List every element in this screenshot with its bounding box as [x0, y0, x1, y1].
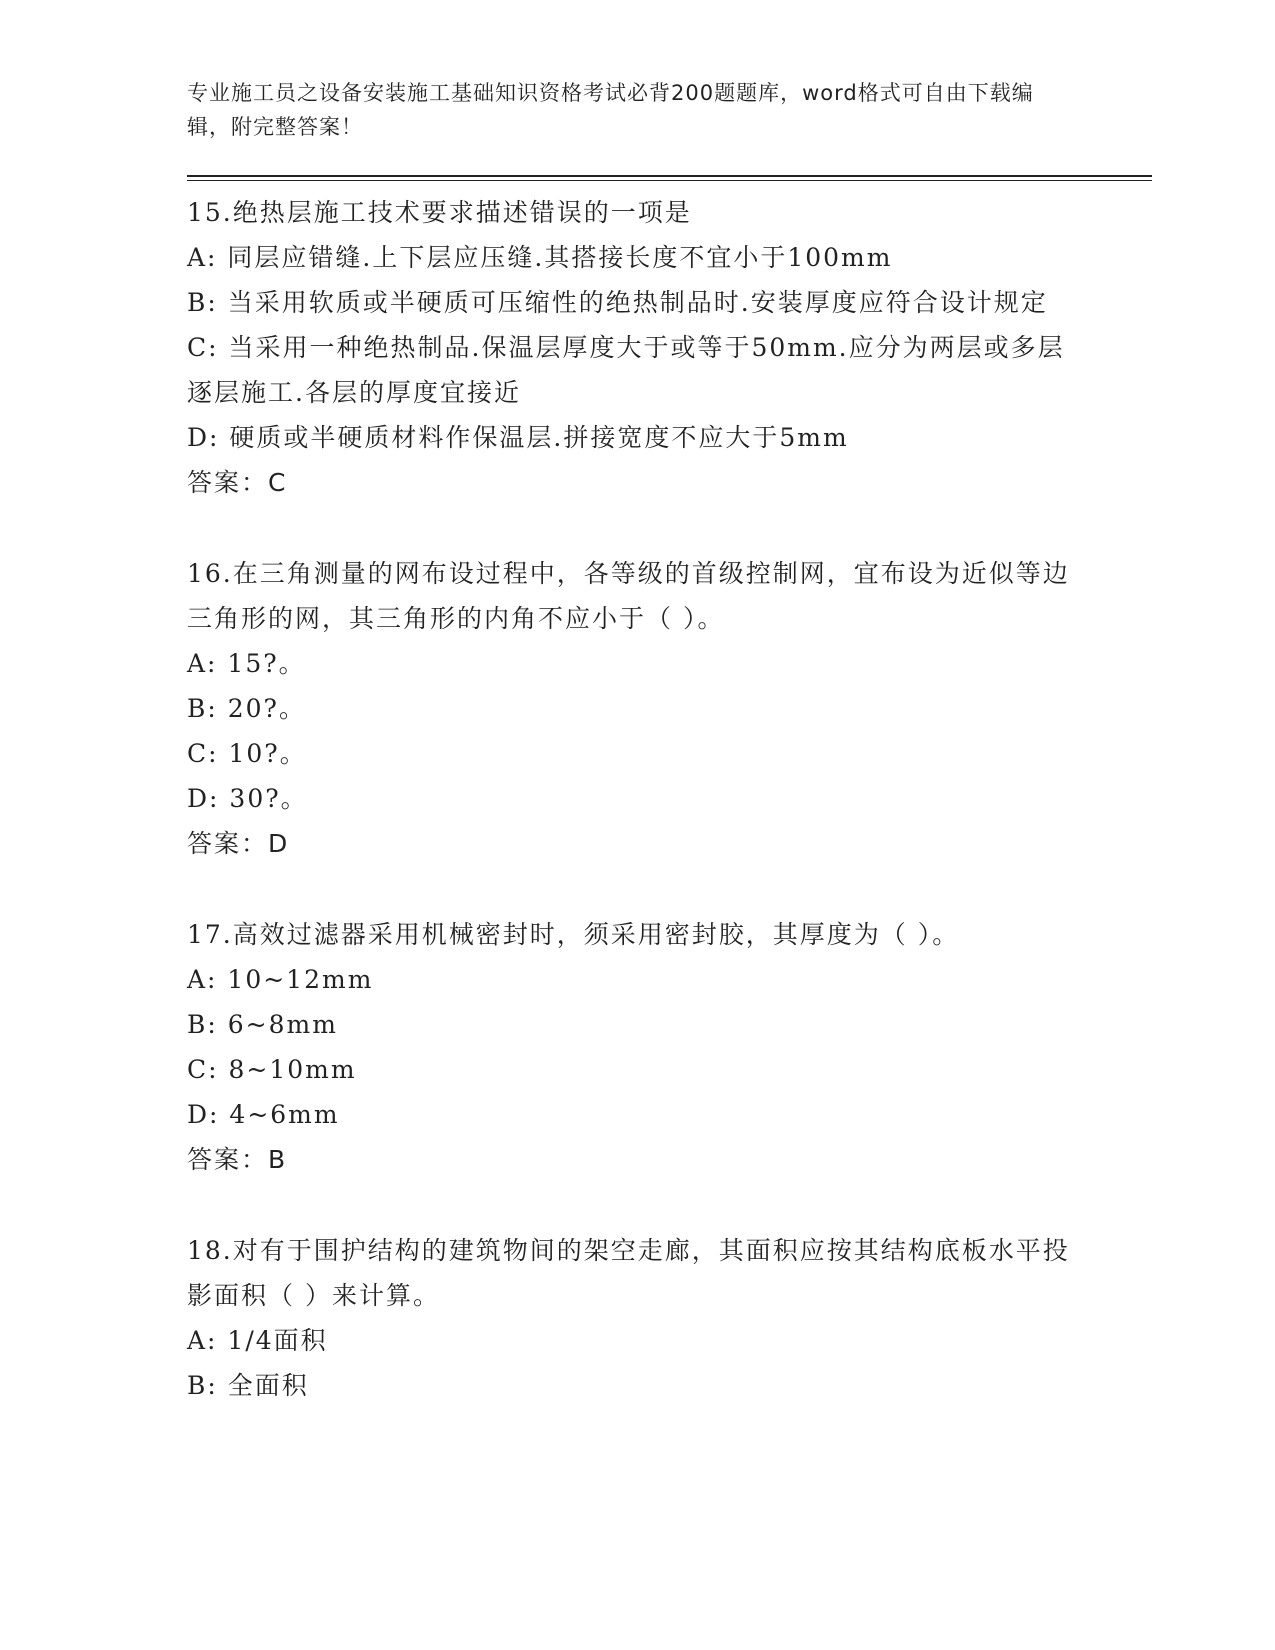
option-c: C: 当采用一种绝热制品.保温层厚度大于或等于50mm.应分为两层或多层逐层施工.各层的厚度宜接近 — [187, 333, 1065, 407]
answer: 答案：B — [187, 1145, 288, 1174]
question-stem: 18.对有于围护结构的建筑物间的架空走廊，其面积应按其结构底板水平投影面积（ ）来计算。 — [187, 1236, 1070, 1310]
option-b: B: 6~8mm — [187, 1010, 338, 1039]
document-header: 专业施工员之设备安装施工基础知识资格考试必背200题题库，word格式可自由下载编辑，附完整答案！ — [187, 81, 1034, 139]
answer: 答案：D — [187, 829, 290, 858]
question-18 — [187, 1228, 1087, 1408]
option-b: B: 当采用软质或半硬质可压缩性的绝热制品时.安装厚度应符合设计规定 — [187, 288, 1048, 317]
question-stem: 16.在三角测量的网布设过程中，各等级的首级控制网，宜布设为近似等边三角形的网，其三角形的内角不应小于（ ）。 — [187, 559, 1070, 633]
question-stem: 15.绝热层施工技术要求描述错误的一项是 — [187, 198, 692, 227]
option-d: D: 4~6mm — [187, 1100, 340, 1129]
option-d: D: 硬质或半硬质材料作保温层.拼接宽度不应大于5mm — [187, 423, 849, 452]
question-stem: 17.高效过滤器采用机械密封时，须采用密封胶，其厚度为（ ）。 — [187, 920, 960, 949]
header-divider — [187, 175, 1152, 177]
option-a: A: 同层应错缝.上下层应压缝.其搭接长度不宜小于100mm — [187, 243, 893, 272]
option-b: B: 20?。 — [187, 694, 306, 723]
answer: 答案：C — [187, 468, 288, 497]
option-d: D: 30?。 — [187, 784, 308, 813]
option-c: C: 10?。 — [187, 739, 307, 768]
header-divider-thin — [187, 180, 1152, 181]
question-15 — [187, 190, 1087, 505]
option-a: A: 15?。 — [187, 649, 306, 678]
option-c: C: 8~10mm — [187, 1055, 357, 1084]
option-a: A: 10~12mm — [187, 965, 374, 994]
option-a: A: 1/4面积 — [187, 1326, 328, 1355]
question-16 — [187, 551, 1087, 866]
option-b: B: 全面积 — [187, 1371, 309, 1400]
question-list — [187, 190, 1087, 1454]
question-17 — [187, 912, 1087, 1182]
